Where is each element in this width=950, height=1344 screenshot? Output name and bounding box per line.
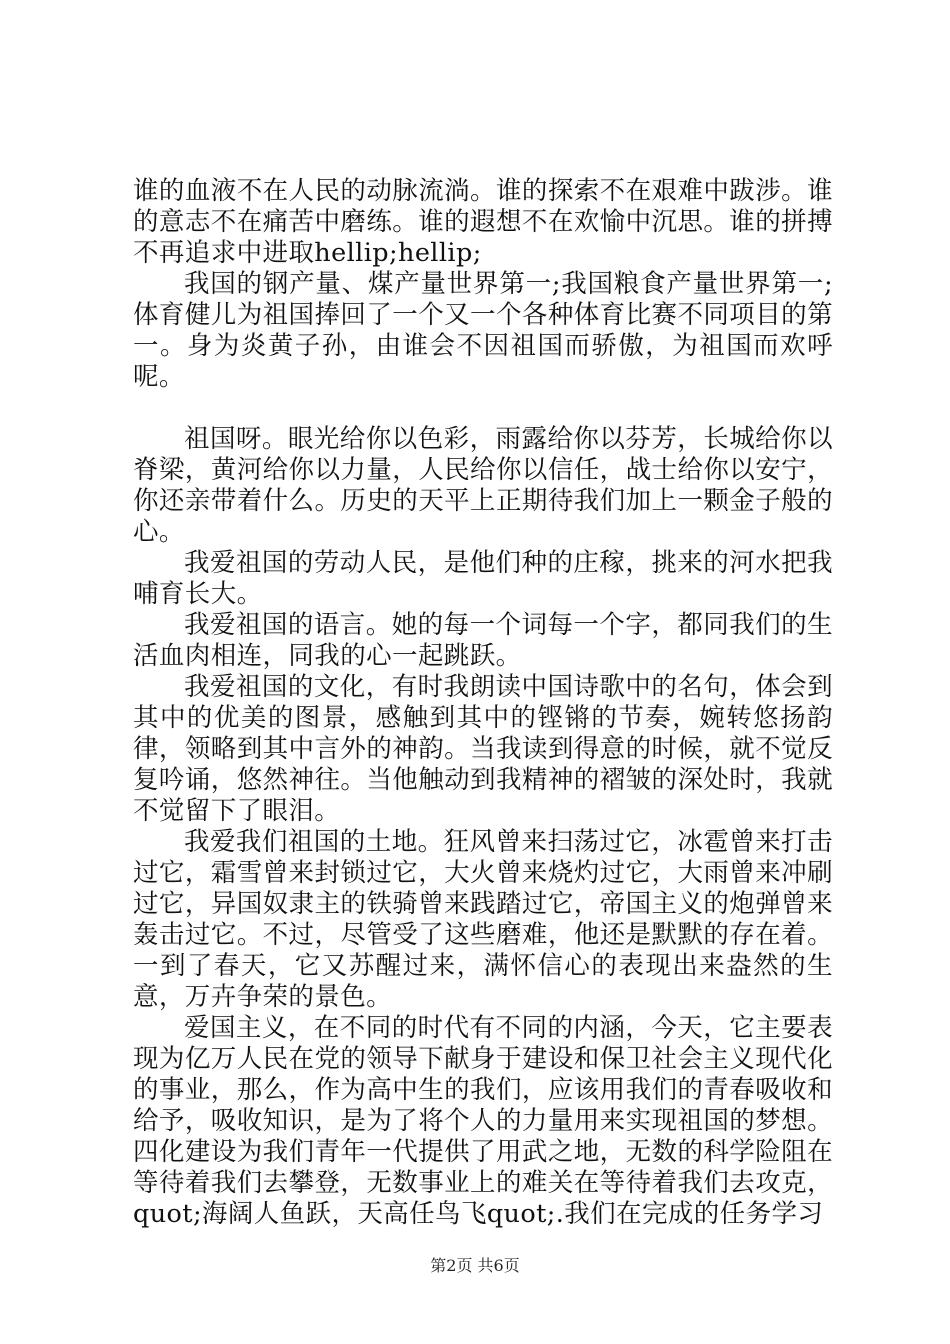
paragraph-7: 我爱我们祖国的土地。狂风曾来扫荡过它，冰雹曾来打击过它，霜雪曾来封锁过它，大火曾来烧灼过它，大雨曾来冲刷过它，异国奴隶主的铁骑曾来践踏过它，帝国主义的炮弹曾来轰击过它。不过，尽管受了这些磨难，他还是默默的存在着。一到了春天，它又苏醒过来，满怀信心的表现出来盎然的生意，万卉争荣的景色。 [133,827,833,1012]
paragraph-4: 我爱祖国的劳动人民，是他们种的庄稼，挑来的河水把我哺育长大。 [133,548,833,609]
paragraph-5: 我爱祖国的语言。她的每一个词每一个字，都同我们的生活血肉相连，同我的心一起跳跃。 [133,610,833,671]
page-footer: 第2页 共6页 [430,1256,520,1275]
paragraph-2: 我国的钢产量、煤产量世界第一;我国粮食产量世界第一;体育健儿为祖国捧回了一个又一个各种体育比赛不同项目的第一。身为炎黄子孙，由谁会不因祖国而骄傲，为祖国而欢呼呢。 [133,269,833,392]
paragraph-3: 祖国呀。眼光给你以色彩，雨露给你以芬芳，长城给你以脊梁，黄河给你以力量，人民给你以信任，战士给你以安宁，你还亲带着什么。历史的天平上正期待我们加上一颗金子般的心。 [133,424,833,547]
document-body [133,176,833,1230]
paragraph-1: 谁的血液不在人民的动脉流淌。谁的探索不在艰难中跋涉。谁的意志不在痛苦中磨练。谁的遐想不在欢愉中沉思。谁的拼搏不再追求中进取hellip;hellip; [133,176,833,268]
paragraph-8: 爱国主义，在不同的时代有不同的内涵，今天，它主要表现为亿万人民在党的领导下献身于建设和保卫社会主义现代化的事业，那么，作为高中生的我们，应该用我们的青春吸收和给予，吸收知识，是为了将个人的力量用来实现祖国的梦想。四化建设为我们青年一代提供了用武之地，无数的科学险阻在等待着我们去攀登，无数事业上的难关在等待着我们去攻克，quot;海阔人鱼跃，天高任鸟飞quot;.我们在完成的任务学习 [133,1013,833,1229]
paragraph-6: 我爱祖国的文化，有时我朗读中国诗歌中的名句，体会到其中的优美的图景，感触到其中的铿锵的节奏，婉转悠扬韵律，领略到其中言外的神韵。当我读到得意的时候，就不觉反复吟诵，悠然神往。当他触动到我精神的褶皱的深处时，我就不觉留下了眼泪。 [133,672,833,826]
